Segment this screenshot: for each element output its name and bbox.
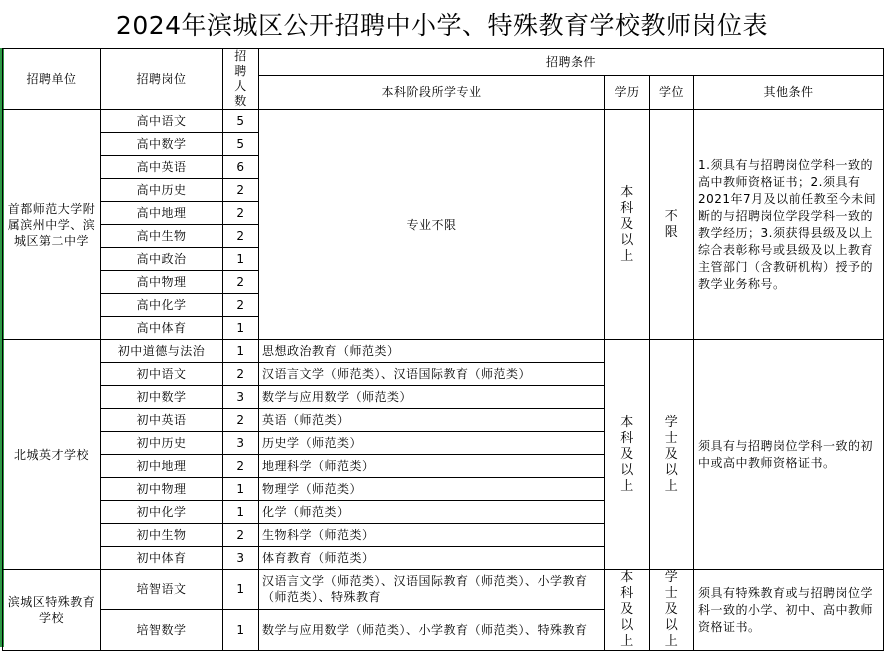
position-cell: 初中语文 (101, 363, 223, 386)
position-cell: 培智数学 (101, 609, 223, 650)
header-unit: 招聘单位 (3, 49, 101, 110)
major-cell: 汉语言文学（师范类）、汉语国际教育（师范类） (259, 363, 605, 386)
count-cell: 3 (223, 386, 259, 409)
education-cell: 本科及以上 (605, 110, 650, 340)
header-education: 学历 (605, 75, 650, 109)
table-row (3, 340, 884, 363)
major-cell: 英语（师范类） (259, 409, 605, 432)
unit-cell: 滨城区特殊教育学校 (3, 570, 101, 651)
count-cell: 3 (223, 547, 259, 570)
position-cell: 高中政治 (101, 248, 223, 271)
other-conditions-cell: 须具有与招聘岗位学科一致的初中或高中教师资格证书。 (694, 340, 884, 570)
degree-cell: 学士及以上 (650, 340, 694, 570)
education-cell: 本科及以上 (605, 570, 650, 651)
major-cell: 历史学（师范类） (259, 432, 605, 455)
unit-cell: 北城英才学校 (3, 340, 101, 570)
count-cell: 6 (223, 156, 259, 179)
count-cell: 2 (223, 271, 259, 294)
other-conditions-cell: 须具有特殊教育或与招聘岗位学科一致的小学、初中、高中教师资格证书。 (694, 570, 884, 651)
major-cell: 数学与应用数学（师范类） (259, 386, 605, 409)
count-cell: 1 (223, 478, 259, 501)
count-cell: 1 (223, 248, 259, 271)
major-cell: 数学与应用数学（师范类）、小学教育（师范类）、特殊教育 (259, 609, 605, 650)
position-cell: 初中数学 (101, 386, 223, 409)
count-cell: 1 (223, 501, 259, 524)
count-cell: 2 (223, 363, 259, 386)
header-major: 本科阶段所学专业 (259, 75, 605, 109)
education-cell: 本科及以上 (605, 340, 650, 570)
count-cell: 2 (223, 202, 259, 225)
count-cell: 5 (223, 133, 259, 156)
other-conditions-cell: 1.须具有与招聘岗位学科一致的高中教师资格证书；2.须具有2021年7月及以前任教至今未间断的与招聘岗位学段学科一致的教学经历；3.须获得县级及以上综合表彰称号或县级及以上教育主管部门（含教研机构）授予的教学业务称号。 (694, 110, 884, 340)
unit-cell: 首都师范大学附属滨州中学、滨城区第二中学 (3, 110, 101, 340)
count-cell: 1 (223, 340, 259, 363)
major-cell: 物理学（师范类） (259, 478, 605, 501)
major-cell: 化学（师范类） (259, 501, 605, 524)
header-count: 招聘人数 (223, 49, 259, 110)
count-cell: 1 (223, 317, 259, 340)
count-cell: 2 (223, 455, 259, 478)
count-cell: 2 (223, 294, 259, 317)
position-cell: 初中道德与法治 (101, 340, 223, 363)
position-cell: 培智语文 (101, 570, 223, 610)
position-cell: 高中语文 (101, 110, 223, 133)
count-cell: 2 (223, 409, 259, 432)
position-cell: 初中地理 (101, 455, 223, 478)
table-row (3, 110, 884, 133)
header-position: 招聘岗位 (101, 49, 223, 110)
major-cell: 生物科学（师范类） (259, 524, 605, 547)
position-cell: 初中英语 (101, 409, 223, 432)
major-cell: 专业不限 (259, 110, 605, 340)
position-cell: 初中化学 (101, 501, 223, 524)
degree-cell: 学士及以上 (650, 570, 694, 651)
count-cell: 2 (223, 179, 259, 202)
table-row (3, 570, 884, 610)
position-cell: 初中历史 (101, 432, 223, 455)
position-cell: 高中化学 (101, 294, 223, 317)
count-cell: 3 (223, 432, 259, 455)
major-cell: 地理科学（师范类） (259, 455, 605, 478)
position-cell: 初中物理 (101, 478, 223, 501)
position-cell: 初中生物 (101, 524, 223, 547)
header-conditions: 招聘条件 (259, 49, 884, 76)
count-cell: 1 (223, 609, 259, 650)
page-title: 2024年滨城区公开招聘中小学、特殊教育学校教师岗位表 (115, 11, 769, 40)
recruitment-table (2, 48, 884, 651)
header-degree: 学位 (650, 75, 694, 109)
count-cell: 5 (223, 110, 259, 133)
header-other: 其他条件 (694, 75, 884, 109)
major-cell: 体育教育（师范类） (259, 547, 605, 570)
position-cell: 高中体育 (101, 317, 223, 340)
position-cell: 高中生物 (101, 225, 223, 248)
major-cell: 思想政治教育（师范类） (259, 340, 605, 363)
major-cell: 汉语言文学（师范类）、汉语国际教育（师范类）、小学教育（师范类）、特殊教育 (259, 570, 605, 610)
count-cell: 2 (223, 225, 259, 248)
count-cell: 1 (223, 570, 259, 610)
position-cell: 高中物理 (101, 271, 223, 294)
position-cell: 高中地理 (101, 202, 223, 225)
position-cell: 高中数学 (101, 133, 223, 156)
count-cell: 2 (223, 524, 259, 547)
position-cell: 高中英语 (101, 156, 223, 179)
degree-cell: 不限 (650, 110, 694, 340)
position-cell: 高中历史 (101, 179, 223, 202)
position-cell: 初中体育 (101, 547, 223, 570)
